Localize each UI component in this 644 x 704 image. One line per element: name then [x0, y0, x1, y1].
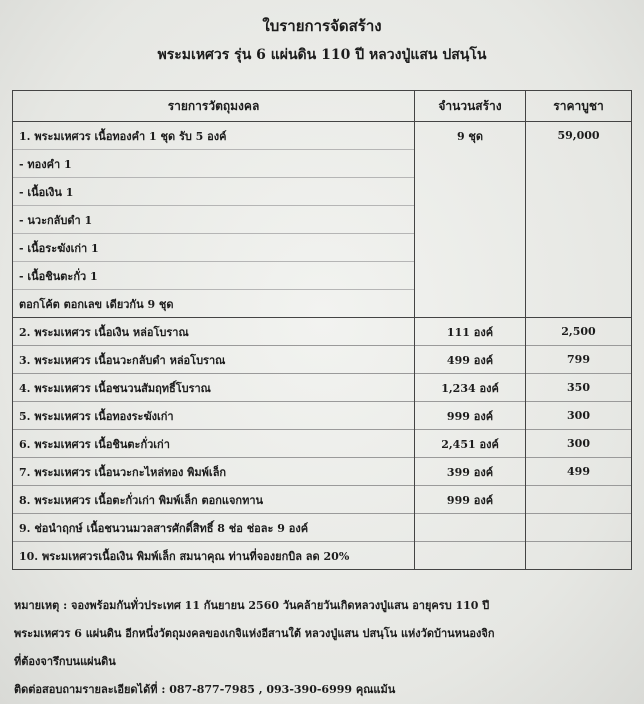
price-cell — [526, 262, 632, 290]
item-cell: 6. พระมเหศวร เนื้อชินตะกั่วเก่า — [13, 430, 415, 458]
document-title: ใบรายการจัดสร้าง — [262, 17, 382, 35]
price-cell: 2,500 — [526, 318, 632, 346]
table-row — [13, 458, 632, 486]
quantity-cell: 111 องค์ — [415, 318, 526, 346]
quantity-cell: 999 องค์ — [415, 486, 526, 514]
price-cell: 59,000 — [526, 122, 632, 150]
quantity-cell — [415, 150, 526, 178]
price-cell: 499 — [526, 458, 632, 486]
item-cell: 7. พระมเหศวร เนื้อนวะกะไหล่ทอง พิมพ์เล็ก — [13, 458, 415, 486]
quantity-cell — [415, 206, 526, 234]
price-cell: 300 — [526, 402, 632, 430]
quantity-cell: 499 องค์ — [415, 346, 526, 374]
price-cell — [526, 514, 632, 542]
item-cell: - เนื้อระฆังเก่า 1 — [13, 234, 415, 262]
table-row — [13, 374, 632, 402]
table-row — [13, 290, 632, 318]
quantity-cell — [415, 290, 526, 318]
item-cell: 10. พระมเหศวรเนื้อเงิน พิมพ์เล็ก สมนาคุณ ท่านที่จองยกบิล ลด 20% — [13, 542, 415, 570]
table-row — [13, 346, 632, 374]
quantity-cell — [415, 178, 526, 206]
item-cell: 5. พระมเหศวร เนื้อทองระฆังเก่า — [13, 402, 415, 430]
quantity-cell — [415, 542, 526, 570]
table-row — [13, 402, 632, 430]
column-header-quantity: จำนวนสร้าง — [415, 91, 526, 122]
price-cell — [526, 206, 632, 234]
table-row — [13, 234, 632, 262]
price-cell — [526, 486, 632, 514]
table-row — [13, 122, 632, 150]
price-cell: 350 — [526, 374, 632, 402]
table-row — [13, 486, 632, 514]
table-row — [13, 206, 632, 234]
quantity-cell — [415, 262, 526, 290]
document-subtitle: พระมเหศวร รุ่น 6 แผ่นดิน 110 ปี หลวงปู่แสน ปสนฺโน — [157, 47, 487, 63]
item-cell: - เนื้อเงิน 1 — [13, 178, 415, 206]
quantity-cell — [415, 514, 526, 542]
table-row — [13, 430, 632, 458]
item-cell: 8. พระมเหศวร เนื้อตะกั่วเก่า พิมพ์เล็ก ตอกแจกทาน — [13, 486, 415, 514]
price-cell — [526, 234, 632, 262]
price-cell — [526, 150, 632, 178]
item-cell: - ทองคำ 1 — [13, 150, 415, 178]
table-header-row — [13, 91, 632, 122]
item-cell: 3. พระมเหศวร เนื้อนวะกลับดำ หล่อโบราณ — [13, 346, 415, 374]
item-cell: ตอกโค้ต ตอกเลข เดียวกัน 9 ชุด — [13, 290, 415, 318]
contact-line: ติดต่อสอบถามรายละเอียดได้ที่ : 087-877-7985 , 093-390-6999 คุณแม้น — [14, 683, 396, 696]
price-cell: 300 — [526, 430, 632, 458]
notes-section — [14, 592, 634, 704]
quantity-cell: 1,234 องค์ — [415, 374, 526, 402]
price-cell — [526, 542, 632, 570]
quantity-cell: 999 องค์ — [415, 402, 526, 430]
price-cell — [526, 290, 632, 318]
table-row — [13, 542, 632, 570]
quantity-cell: 9 ชุด — [415, 122, 526, 150]
quantity-cell: 399 องค์ — [415, 458, 526, 486]
column-header-item: รายการวัตถุมงคล — [13, 91, 415, 122]
item-cell: 2. พระมเหศวร เนื้อเงิน หล่อโบราณ — [13, 318, 415, 346]
item-cell: - เนื้อชินตะกั่ว 1 — [13, 262, 415, 290]
table-row — [13, 150, 632, 178]
note-line: ที่ต้องจารึกบนแผ่นดิน — [14, 655, 116, 668]
item-cell: 1. พระมเหศวร เนื้อทองคำ 1 ชุด รับ 5 องค์ — [13, 122, 415, 150]
quantity-cell — [415, 234, 526, 262]
price-cell: 799 — [526, 346, 632, 374]
table-row — [13, 262, 632, 290]
price-cell — [526, 178, 632, 206]
table-row — [13, 514, 632, 542]
quantity-cell: 2,451 องค์ — [415, 430, 526, 458]
column-header-price: ราคาบูชา — [526, 91, 632, 122]
table-row — [13, 318, 632, 346]
table-row — [13, 178, 632, 206]
note-line: พระมเหศวร 6 แผ่นดิน อีกหนึ่งวัตถุมงคลของเกจิแห่งอีสานใต้ หลวงปู่แสน ปสนฺโน แห่งวัดบ้านหนองจิก — [14, 627, 495, 640]
item-cell: 4. พระมเหศวร เนื้อชนวนสัมฤทธิ์โบราณ — [13, 374, 415, 402]
note-line: หมายเหตุ : จองพร้อมกันทั่วประเทศ 11 กันยายน 2560 วันคล้ายวันเกิดหลวงปู่แสน อายุครบ 110 ปี — [14, 599, 490, 612]
item-cell: - นวะกลับดำ 1 — [13, 206, 415, 234]
item-cell: 9. ช่อนำฤกษ์ เนื้อชนวนมวลสารศักดิ์สิทธิ์ 8 ช่อ ช่อละ 9 องค์ — [13, 514, 415, 542]
items-table — [12, 90, 632, 570]
